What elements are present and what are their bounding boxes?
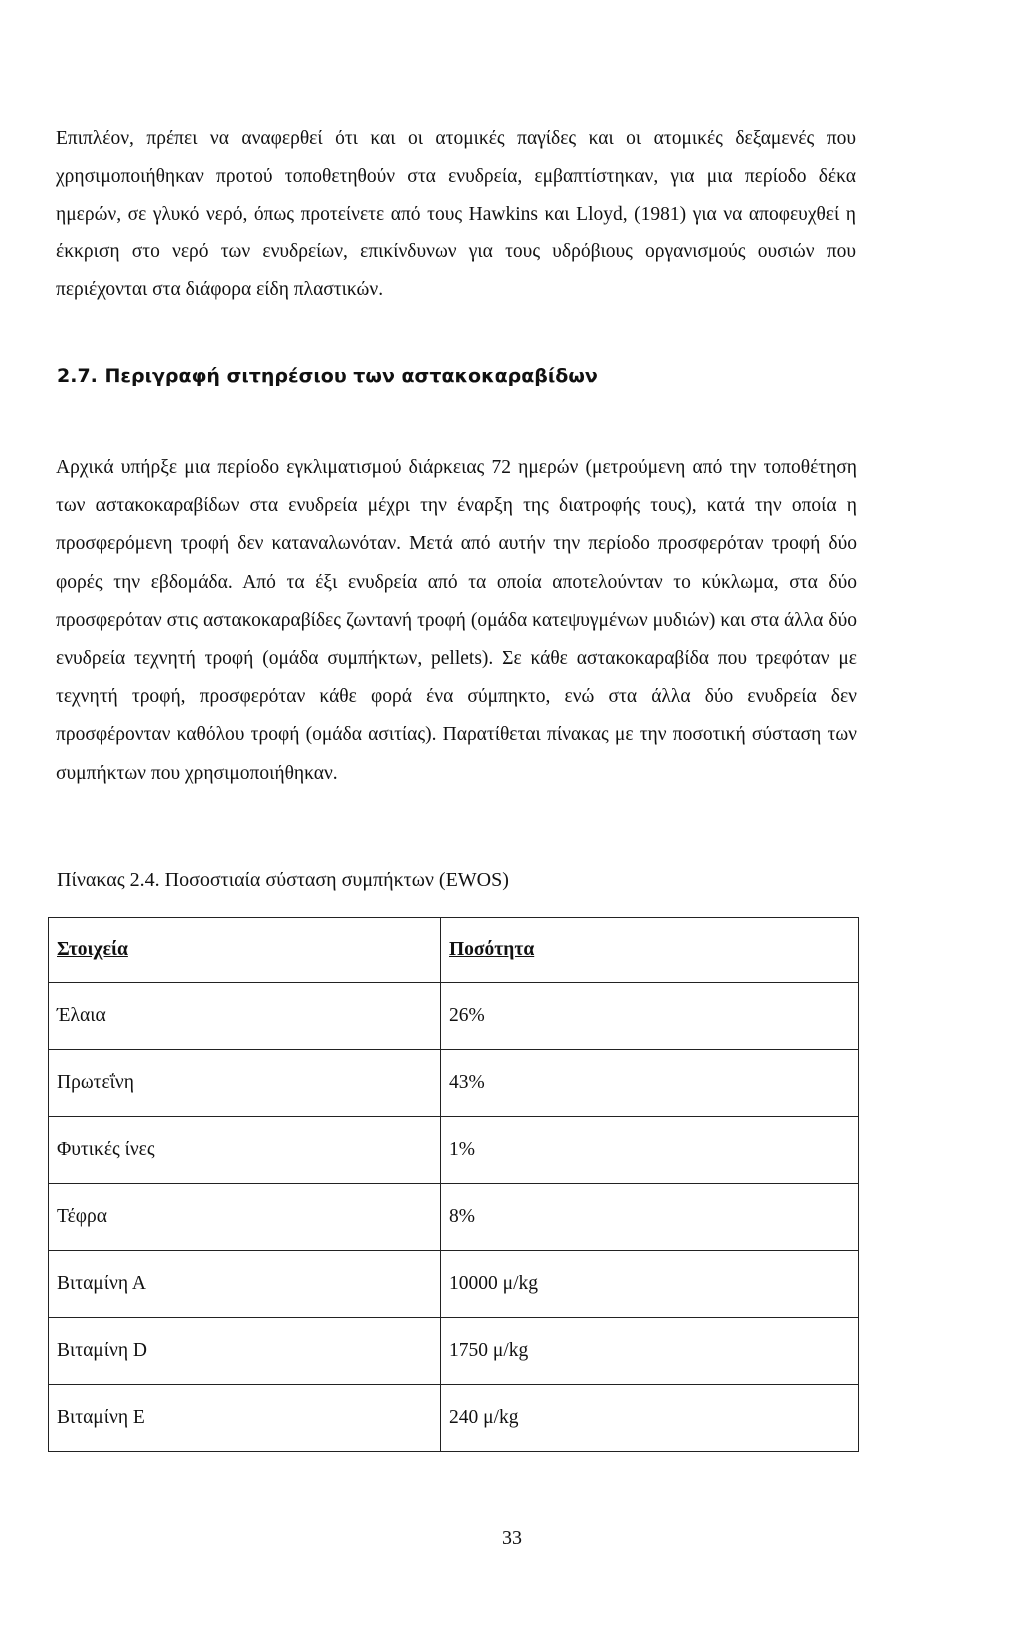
section-heading: 2.7. Περιγραφή σιτηρέσιου των αστακοκαραβίδων: [57, 365, 598, 387]
component-cell: Βιταμίνη Ε: [49, 1385, 441, 1452]
table-caption: Πίνακας 2.4. Ποσοστιαία σύσταση συμπήκτων (EWOS): [57, 869, 509, 891]
quantity-cell: 10000 μ/kg: [441, 1251, 859, 1318]
quantity-cell: 43%: [441, 1050, 859, 1117]
table-row: [49, 983, 859, 1050]
component-cell: Πρωτεΐνη: [49, 1050, 441, 1117]
component-cell: Τέφρα: [49, 1184, 441, 1251]
table-row: [49, 1251, 859, 1318]
column-header-component: Στοιχεία: [49, 918, 441, 983]
composition-table: [48, 917, 859, 1452]
component-cell: Βιταμίνη D: [49, 1318, 441, 1385]
quantity-cell: 26%: [441, 983, 859, 1050]
table-row: [49, 1385, 859, 1452]
diet-description-paragraph: Αρχικά υπήρξε μια περίοδο εγκλιματισμού διάρκειας 72 ημερών (μετρούμενη από την τοποθέτηση των αστακοκαραβίδων στα ενυδρεία μέχρι την έναρξη της διατροφής τους), κατά την οποία η προσφερόμενη τροφή δεν καταναλωνόταν. Μετά από αυτήν την περίοδο προσφερόταν τροφή δύο φορές την εβδομάδα. Από τα έξι ενυδρεία από τα οποία αποτελούνταν το κύκλωμα, στα δύο προσφερόταν στις αστακοκαραβίδες ζωντανή τροφή (ομάδα κατεψυγμένων μυδιών) και στα άλλα δύο ενυδρεία τεχνητή τροφή (ομάδα συμπήκτων, pellets). Σε κάθε αστακοκαραβίδα που τρεφόταν με τεχνητή τροφή, προσφερόταν κάθε φορά ένα σύμπηκτο, ενώ στα άλλα δύο ενυδρεία δεν προσφέρονταν καθόλου τροφή (ομάδα ασιτίας). Παρατίθεται πίνακας με την ποσοτική σύσταση των συμπήκτων που χρησιμοποιήθηκαν.: [56, 457, 857, 784]
column-header-quantity: Ποσότητα: [441, 918, 859, 983]
page-number: 33: [502, 1527, 522, 1549]
table-row: [49, 1050, 859, 1117]
quantity-cell: 1750 μ/kg: [441, 1318, 859, 1385]
table-row: [49, 1318, 859, 1385]
component-cell: Έλαια: [49, 983, 441, 1050]
table-row: [49, 1117, 859, 1184]
table-row: [49, 1184, 859, 1251]
quantity-cell: 1%: [441, 1117, 859, 1184]
component-cell: Φυτικές ίνες: [49, 1117, 441, 1184]
quantity-cell: 240 μ/kg: [441, 1385, 859, 1452]
table-header-row: [49, 918, 859, 983]
component-cell: Βιταμίνη Α: [49, 1251, 441, 1318]
intro-paragraph: Επιπλέον, πρέπει να αναφερθεί ότι και οι ατομικές παγίδες και οι ατομικές δεξαμενές που χρησιμοποιήθηκαν προτού τοποθετηθούν στα ενυδρεία, εμβαπτίστηκαν, για μια περίοδο δέκα ημερών, σε γλυκό νερό, όπως προτείνετε από τους Hawkins και Lloyd, (1981) για να αποφευχθεί η έκκριση στο νερό των ενυδρείων, επικίνδυνων για τους υδρόβιους οργανισμούς ουσιών που περιέχονται στα διάφορα είδη πλαστικών.: [56, 128, 856, 301]
quantity-cell: 8%: [441, 1184, 859, 1251]
